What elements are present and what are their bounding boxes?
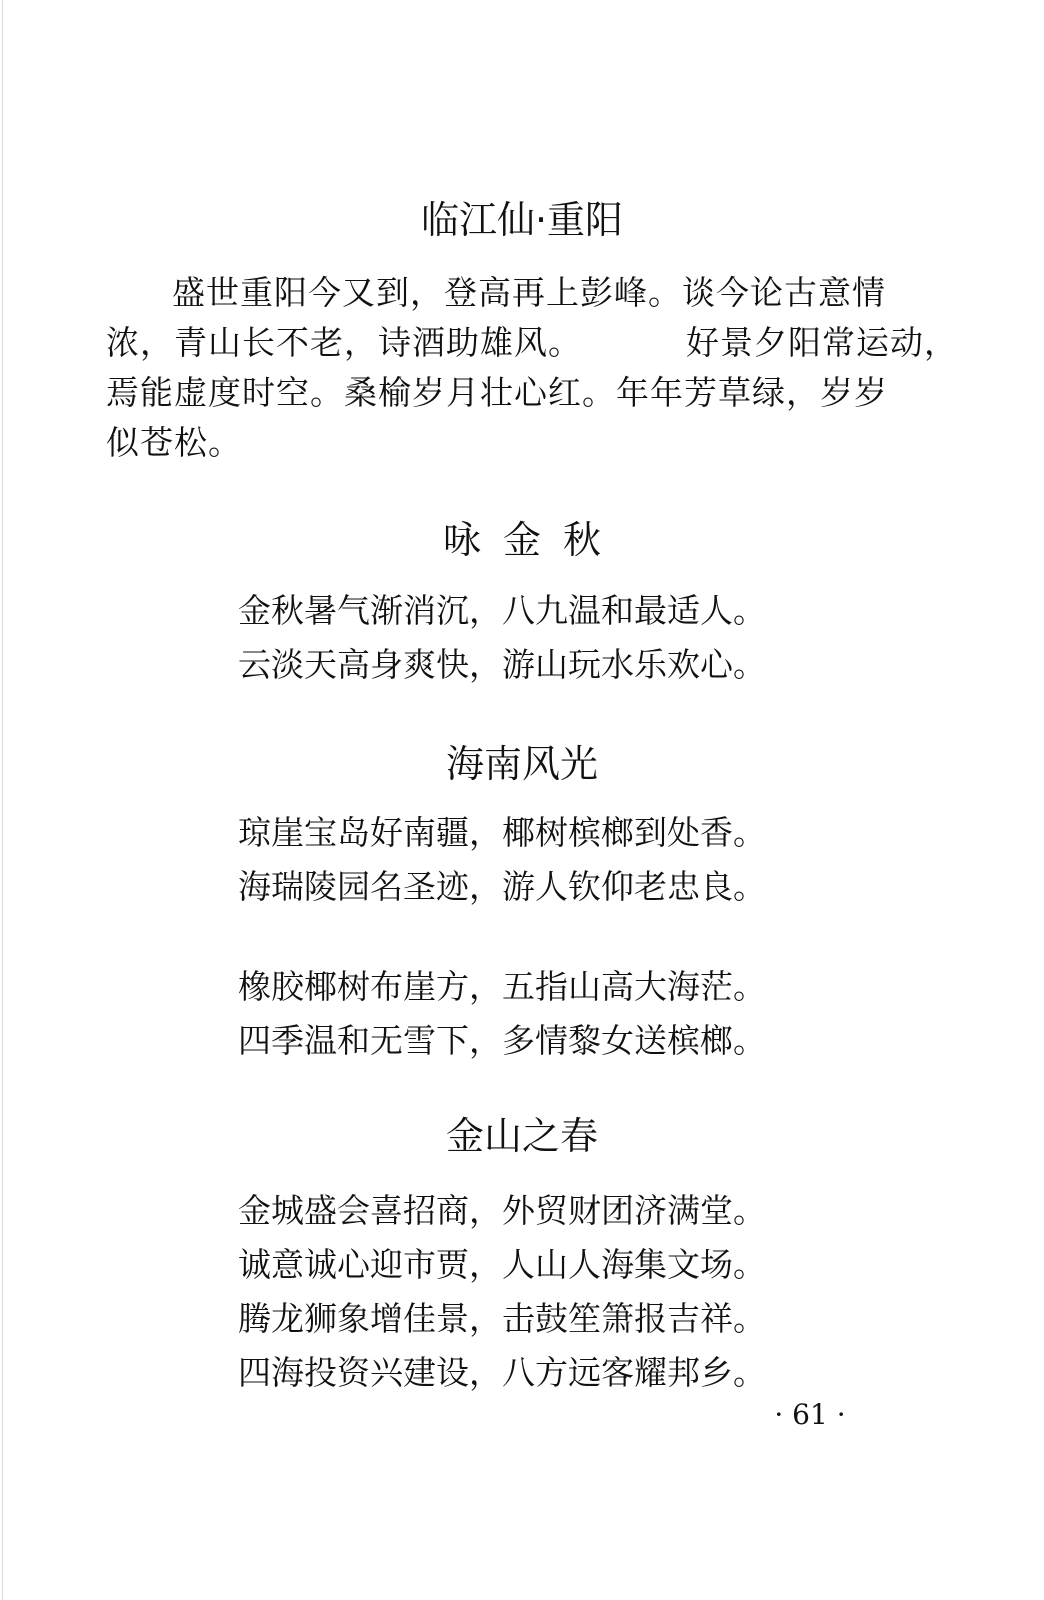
poem-line: 盛世重阳今又到，登高再上彭峰。谈今论古意情 — [172, 273, 886, 312]
poem-line: 四海投资兴建设，八方远客耀邦乡。 — [238, 1353, 766, 1392]
poem-line: 浓，青山长不老，诗酒助雄风。 — [106, 323, 582, 362]
poem-line: 琼崖宝岛好南疆，椰树槟榔到处香。 — [238, 813, 766, 852]
page-number: · 61 · — [774, 1398, 846, 1431]
poem-line: 诚意诚心迎市贾，人山人海集文场。 — [238, 1245, 766, 1284]
poem-line: 金城盛会喜招商，外贸财团济满堂。 — [238, 1191, 766, 1230]
poem-line: 橡胶椰树布崖方，五指山高大海茫。 — [238, 967, 766, 1006]
poem-body-linjiangxian — [106, 268, 958, 468]
poem-stanza-2-hainan — [238, 960, 798, 1068]
poem-line: 腾龙狮象增佳景，击鼓笙箫报吉祥。 — [238, 1299, 766, 1338]
poem-line-split — [106, 318, 958, 368]
poem-title-yongjinqiu: 咏金秋 — [442, 518, 623, 562]
poem-line: 焉能虚度时空。桑榆岁月壮心红。年年芳草绿，岁岁 — [106, 373, 888, 412]
poem-body-yongjinqiu — [238, 584, 798, 692]
poem-line: 好景夕阳常运动， — [686, 323, 958, 362]
poem-title-jinshanzhichun: 金山之春 — [445, 1114, 598, 1158]
poem-line: 金秋暑气渐消沉，八九温和最适人。 — [238, 591, 766, 630]
poem-body-jinshanzhichun — [238, 1184, 798, 1400]
poem-line: 四季温和无雪下，多情黎女送槟榔。 — [238, 1021, 766, 1060]
poem-line: 海瑞陵园名圣迹，游人钦仰老忠良。 — [238, 867, 766, 906]
poem-line: 似苍松。 — [106, 423, 242, 462]
poem-line: 云淡天高身爽快，游山玩水乐欢心。 — [238, 645, 766, 684]
poem-title-hainanfengguang: 海南风光 — [445, 742, 598, 786]
poem-stanza-1-hainan — [238, 806, 798, 914]
poem-title-linjiangxian: 临江仙·重阳 — [420, 198, 624, 242]
